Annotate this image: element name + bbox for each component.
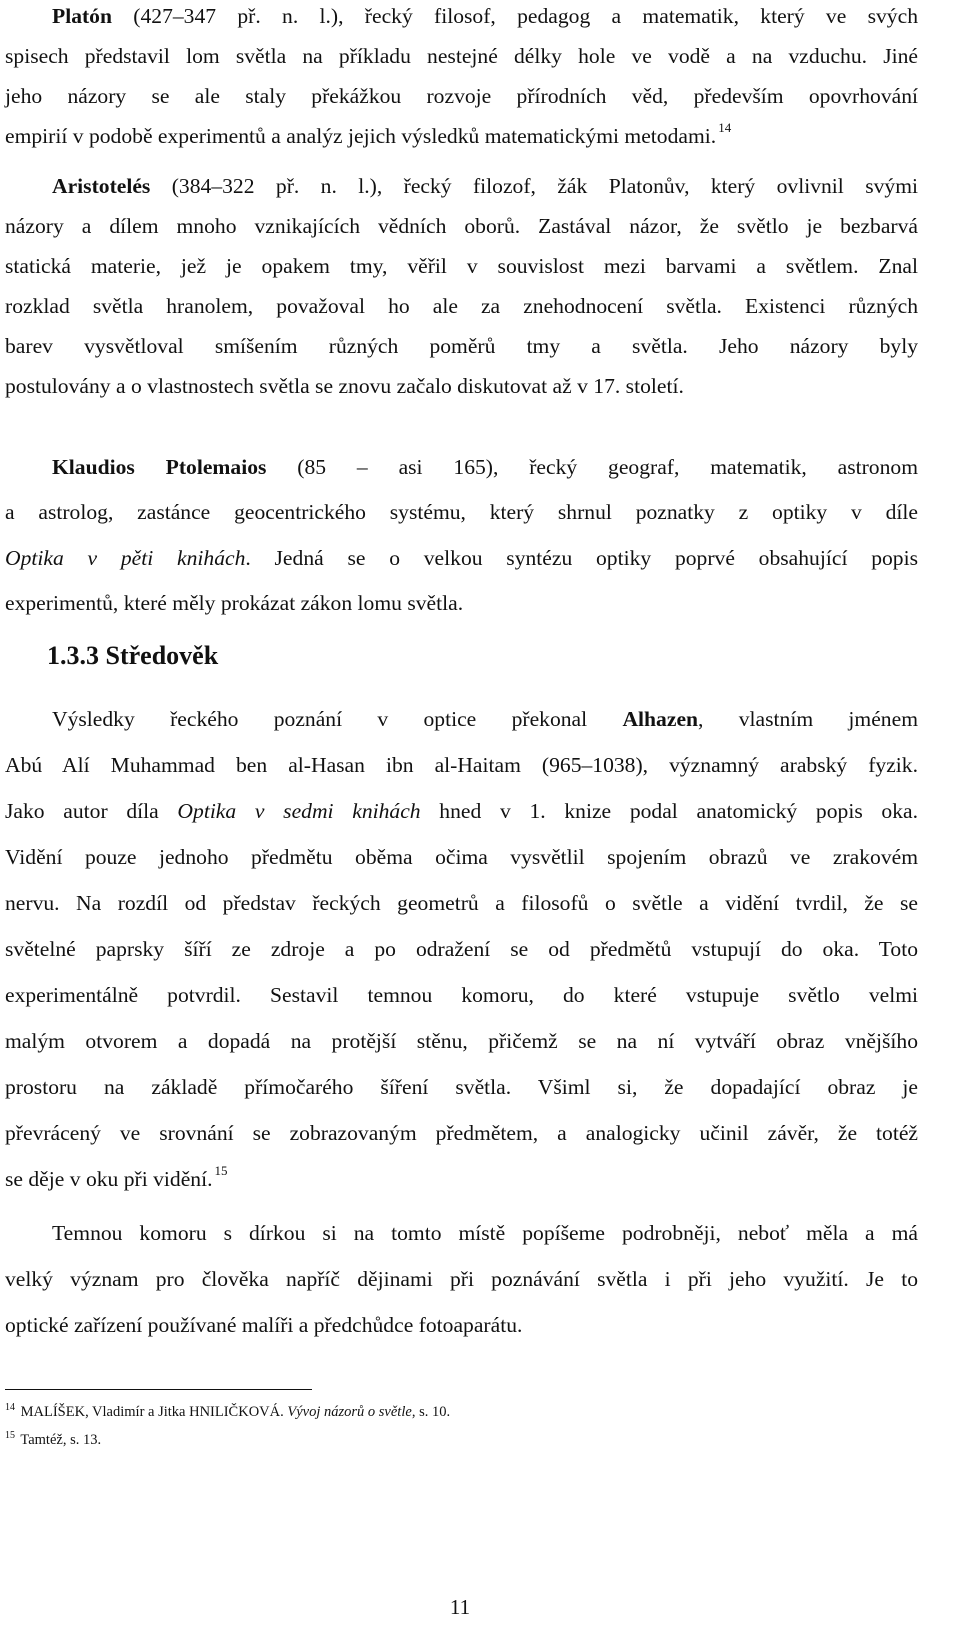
camera-line-1: Temnou komoru s dírkou si na tomto místě popíšeme podrobněji, neboť měla a má: [52, 1221, 918, 1245]
footnote-ref-14[interactable]: 14: [718, 120, 732, 135]
footnote-15-text: Tamtéž, s. 13.: [20, 1432, 102, 1448]
alhazen-line-7: experimentálně potvrdil. Sestavil temnou komoru, do které vstupuje světlo velmi: [5, 983, 918, 1007]
plato-line-3: jeho názory se ale staly překážkou rozvoje přírodních věd, především opovrhování: [5, 84, 918, 108]
aristotle-line-5: barev vysvětloval smíšením různých poměrů tmy a světla. Jeho názory byly: [5, 334, 918, 358]
footnote-15-number: 15: [5, 1430, 15, 1441]
alhazen-line-8: malým otvorem a dopadá na protější stěnu, přičemž se na ní vytváří obraz vnějšího: [5, 1029, 918, 1053]
footnote-14: [5, 1404, 450, 1421]
aristotle-name: Aristotelés: [52, 174, 151, 198]
alhazen-line-2: Abú Alí Muhammad ben al-Hasan ibn al-Haitam (965–1038), významný arabský fyzik.: [5, 753, 918, 777]
footnote-14-text: MALÍŠEK, Vladimír a Jitka HNILIČKOVÁ.: [20, 1404, 288, 1420]
footnote-divider: [5, 1389, 312, 1390]
camera-line-2: velký význam pro člověka napříč dějinami při poznávání světla i při jeho využití. Je to: [5, 1267, 918, 1291]
alhazen-line-10: převrácený ve srovnání se zobrazovaným předmětem, a analogicky učinil závěr, že totéž: [5, 1121, 918, 1145]
alhazen-line-1b: , vlastním jménem: [698, 707, 918, 731]
plato-name: Platón: [52, 4, 112, 28]
footnote-ref-15[interactable]: 15: [214, 1163, 228, 1178]
ptolemy-line-4: experimentů, které měly prokázat zákon lomu světla.: [5, 591, 464, 615]
ptolemy-line-2: a astrolog, zastánce geocentrického systému, který shrnul poznatky z optiky v díle: [5, 500, 918, 524]
alhazen-line-3a: Jako autor díla: [5, 799, 178, 823]
plato-line-4: empirií v podobě experimentů a analýz jejich výsledků matematickými metodami.: [5, 124, 717, 148]
plato-line-1: (427–347 př. n. l.), řecký filosof, pedagog a matematik, který ve svých: [111, 4, 918, 28]
page-number: 11: [449, 1595, 471, 1619]
aristotle-line-1: (384–322 př. n. l.), řecký filozof, žák Platonův, který ovlivnil svými: [150, 174, 918, 198]
alhazen-line-4: Vidění pouze jednoho předmětu oběma očima vysvětlil spojením obrazů ve zrakovém: [5, 845, 918, 869]
alhazen-work-title: Optika v sedmi knihách: [177, 799, 421, 823]
alhazen-line-11: se děje v oku při vidění.: [5, 1167, 213, 1191]
plato-line-2: spisech představil lom světla na příkladu nestejné délky hole ve vodě a na vzduchu. Jiné: [5, 44, 918, 68]
camera-line-3: optické zařízení používané malíři a předchůdce fotoaparátu.: [5, 1313, 523, 1337]
aristotle-line-3: statická materie, jež je opakem tmy, věřil v souvislost mezi barvami a světlem. Znal: [5, 254, 918, 278]
footnote-14-tail: , s. 10.: [411, 1404, 451, 1420]
footnote-15: [5, 1432, 101, 1449]
ptolemy-line-3: . Jedná se o velkou syntézu optiky poprvé obsahující popis: [245, 546, 918, 570]
ptolemy-line-1: (85 – asi 165), řecký geograf, matematik, astronom: [266, 455, 918, 479]
aristotle-line-4: rozklad světla hranolem, považoval ho ale za znehodnocení světla. Existenci různých: [5, 294, 918, 318]
alhazen-line-6: světelné paprsky šíří ze zdroje a po odražení se od předmětů vstupují do oka. Toto: [5, 937, 918, 961]
alhazen-line-5: nervu. Na rozdíl od představ řeckých geometrů a filosofů o světle a vidění tvrdil, že se: [5, 891, 918, 915]
alhazen-line-9: prostoru na základě přímočarého šíření světla. Všiml si, že dopadající obraz je: [5, 1075, 918, 1099]
ptolemy-name: Klaudios Ptolemaios: [52, 455, 267, 479]
footnote-14-number: 14: [5, 1402, 15, 1413]
alhazen-name: Alhazen: [622, 707, 699, 731]
alhazen-line-1a: Výsledky řeckého poznání v optice překonal: [52, 707, 623, 731]
section-heading: 1.3.3 Středověk: [47, 641, 219, 670]
aristotle-line-2: názory a dílem mnoho vznikajících vědních oborů. Zastával názor, že světlo je bezbarvá: [5, 214, 918, 238]
alhazen-line-3b: hned v 1. knize podal anatomický popis oka.: [420, 799, 918, 823]
aristotle-line-6: postulovány a o vlastnostech světla se znovu začalo diskutovat až v 17. století.: [5, 374, 684, 398]
footnote-14-title: Vývoj názorů o světle: [287, 1404, 412, 1420]
ptolemy-work-title: Optika v pěti knihách: [5, 546, 246, 570]
